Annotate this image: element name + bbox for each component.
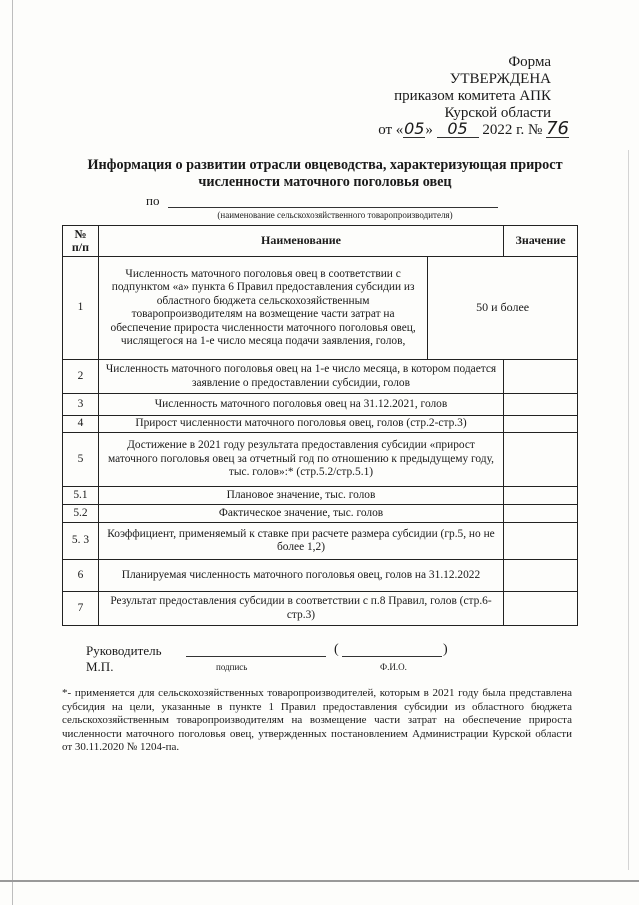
- row-num: 1: [63, 257, 99, 360]
- row-num: 5. 3: [63, 523, 99, 560]
- approver-committee: приказом комитета АПК: [394, 88, 551, 104]
- scan-bottom-edge: [0, 880, 639, 882]
- table-row: [63, 394, 578, 416]
- mp-label: М.П.: [86, 659, 114, 674]
- row-num: 3: [63, 394, 99, 416]
- fio-line[interactable]: [342, 656, 442, 657]
- row-name: Фактическое значение, тыс. голов: [98, 505, 503, 523]
- row-value[interactable]: [504, 592, 578, 626]
- row-value[interactable]: [504, 487, 578, 505]
- fio-caption: Ф.И.О.: [380, 662, 407, 672]
- indicator-table: [62, 225, 578, 626]
- row-name: Плановое значение, тыс. голов: [98, 487, 503, 505]
- row-num: 6: [63, 560, 99, 592]
- row-name: Численность маточного поголовья овец в соответствии с подпунктом «а» пункта 6 Правил предоставления субсидии из областного бюджета сельскохозяйственным товаропроизводителям на возмещение части затрат на обеспечение прироста численности маточного поголовья овец, числящегося на 1-е число месяца подачи заявления, голов,: [98, 257, 427, 360]
- row-name: Результат предоставления субсидии в соответствии с п.8 Правил, голов (стр.6-стр.3): [98, 592, 503, 626]
- header-num: № п/п: [63, 226, 99, 257]
- producer-input-line[interactable]: [168, 207, 498, 208]
- signature-line[interactable]: [186, 656, 326, 657]
- head-label: Руководитель: [86, 643, 162, 658]
- date-month: 05: [437, 120, 479, 138]
- row-num: 7: [63, 592, 99, 626]
- row-name: Планируемая численность маточного поголовья овец, голов на 31.12.2022: [98, 560, 503, 592]
- row-name: Прирост численности маточного поголовья овец, голов (стр.2-стр.3): [98, 416, 503, 433]
- table-row: [63, 523, 578, 560]
- row-name: Численность маточного поголовья овец на 1-е число месяца, в котором подается заявление о предоставлении субсидии, голов: [98, 360, 503, 394]
- table-row: [63, 487, 578, 505]
- scan-edge-left: [12, 0, 13, 905]
- approved-label: УТВЕРЖДЕНА: [449, 71, 551, 87]
- title-line-2: численности маточного поголовья овец: [198, 174, 452, 190]
- signature-caption: подпись: [216, 662, 248, 672]
- title-line-1: Информация о развитии отрасли овцеводства, характеризующая прирост: [87, 157, 563, 173]
- date-day: 05: [404, 119, 425, 138]
- row-name: Коэффициент, применяемый к ставке при расчете размера субсидии (гр.5, но не более 1,2): [98, 523, 503, 560]
- row-value[interactable]: [504, 560, 578, 592]
- row-value[interactable]: [504, 505, 578, 523]
- table-row: [63, 433, 578, 487]
- row-value[interactable]: [504, 416, 578, 433]
- table-row: [63, 416, 578, 433]
- table-row: [63, 360, 578, 394]
- footnote: *- применяется для сельскохозяйственных товаропроизводителей, которым в 2021 году была представлена субсидия на цели, указанные в пункте 1 Правил предоставления субсидии из областного бюджета сельскохозяйственным товаропроизводителям на возмещение части затрат на обеспечение прироста численности маточного поголовья овец, утвержденных постановлением Администрации Курской области от 30.11.2020 № 1204-па.: [62, 687, 572, 754]
- header-value: Значение: [504, 226, 578, 257]
- table-row: [63, 257, 578, 360]
- row-name: Численность маточного поголовья овец на 31.12.2021, голов: [98, 394, 503, 416]
- date-mid: »: [425, 122, 433, 138]
- header-name: Наименование: [98, 226, 503, 257]
- row-num: 5: [63, 433, 99, 487]
- order-date-line: [378, 120, 569, 139]
- row-name: Достижение в 2021 году результата предоставления субсидии «прирост маточного поголовья овец за отчетный год по отношению к предыдущему году, тыс. голов»:* (стр.5.2/стр.5.1): [98, 433, 503, 487]
- table-header-row: [63, 226, 578, 257]
- row-value[interactable]: [504, 360, 578, 394]
- row-value[interactable]: [504, 433, 578, 487]
- fio-paren-open: (: [334, 642, 339, 657]
- row-value[interactable]: 50 и более: [428, 257, 578, 360]
- row-num: 4: [63, 416, 99, 433]
- row-num: 5.2: [63, 505, 99, 523]
- date-prefix: от «: [378, 122, 404, 138]
- row-num: 2: [63, 360, 99, 394]
- producer-caption: (наименование сельскохозяйственного товаропроизводителя): [217, 210, 453, 220]
- row-num: 5.1: [63, 487, 99, 505]
- scan-edge-right: [628, 150, 629, 870]
- row-value[interactable]: [504, 394, 578, 416]
- date-year: 2022 г. №: [482, 122, 543, 138]
- document-title: [60, 157, 590, 191]
- approver-region: Курской области: [444, 105, 551, 121]
- table-row: [63, 592, 578, 626]
- row-value[interactable]: [504, 523, 578, 560]
- fio-paren-close: ): [443, 642, 448, 657]
- order-number: 76: [546, 118, 569, 139]
- table-row: [63, 505, 578, 523]
- form-label: Форма: [508, 54, 551, 70]
- producer-label: по: [146, 193, 160, 208]
- table-row: [63, 560, 578, 592]
